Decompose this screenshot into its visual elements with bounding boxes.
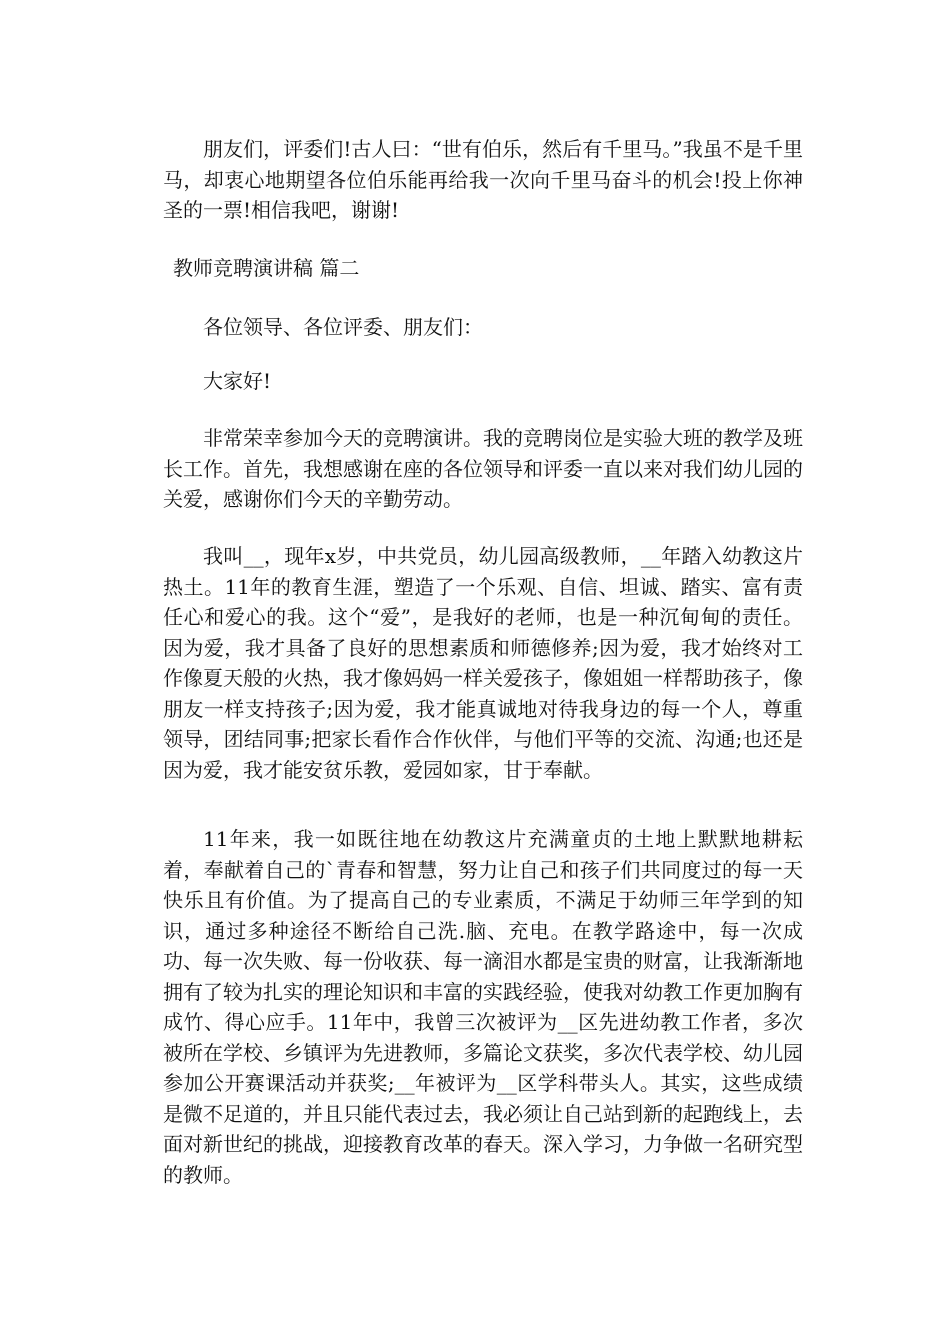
section-heading: 教师竞聘演讲稿 篇二 <box>173 256 360 280</box>
closing-paragraph: 朋友们，评委们!古人曰：“世有伯乐，然后有千里马。”我虽不是千里马，却衷心地期望各位伯乐能再给我一次向千里马奋斗的机会!投上你神圣的一票!相信我吧，谢谢! <box>163 137 803 222</box>
salutation-line: 各位领导、各位评委、朋友们： <box>203 315 483 339</box>
self-introduction-paragraph: 我叫__，现年x岁，中共党员，幼儿园高级教师，__年踏入幼教这片热土。11年的教育生涯，塑造了一个乐观、自信、坦诚、踏实、富有责任心和爱心的我。这个“爱”，是我好的老师，也是一种沉甸甸的责任。因为爱，我才具备了良好的思想素质和师德修养;因为爱，我才始终对工作像夏天般的火热，我才像妈妈一样关爱孩子，像姐姐一样帮助孩子，像朋友一样支持孩子;因为爱，我才能真诚地对待我身边的每一个人，尊重领导，团结同事;把家长看作合作伙伴，与他们平等的交流、沟通;也还是因为爱，我才能安贫乐教，爱园如家，甘于奉献。 <box>163 544 803 782</box>
greeting-line: 大家好! <box>203 369 272 393</box>
achievements-paragraph: 11年来，我一如既往地在幼教这片充满童贞的土地上默默地耕耘着，奉献着自己的`青春和智慧，努力让自己和孩子们共同度过的每一天快乐且有价值。为了提高自己的专业素质，不满足于幼师三年学到的知识，通过多种途径不断给自己洗.脑、充电。在教学路途中，每一次成功、每一次失败、每一份收获、每一滴泪水都是宝贵的财富，让我渐渐地拥有了较为扎实的理论知识和丰富的实践经验，使我对幼教工作更加胸有成竹、得心应手。11年中，我曾三次被评为__区先进幼教工作者，多次被所在学校、乡镇评为先进教师，多篇论文获奖，多次代表学校、幼儿园参加公开赛课活动并获奖;__年被评为__区学科带头人。其实，这些成绩是微不足道的，并且只能代表过去，我必须让自己站到新的起跑线上，去面对新世纪的挑战，迎接教育改革的春天。深入学习，力争做一名研究型的教师。 <box>163 827 803 1187</box>
intro-paragraph: 非常荣幸参加今天的竞聘演讲。我的竞聘岗位是实验大班的教学及班长工作。首先，我想感谢在座的各位领导和评委一直以来对我们幼儿园的关爱，感谢你们今天的辛勤劳动。 <box>163 426 803 511</box>
